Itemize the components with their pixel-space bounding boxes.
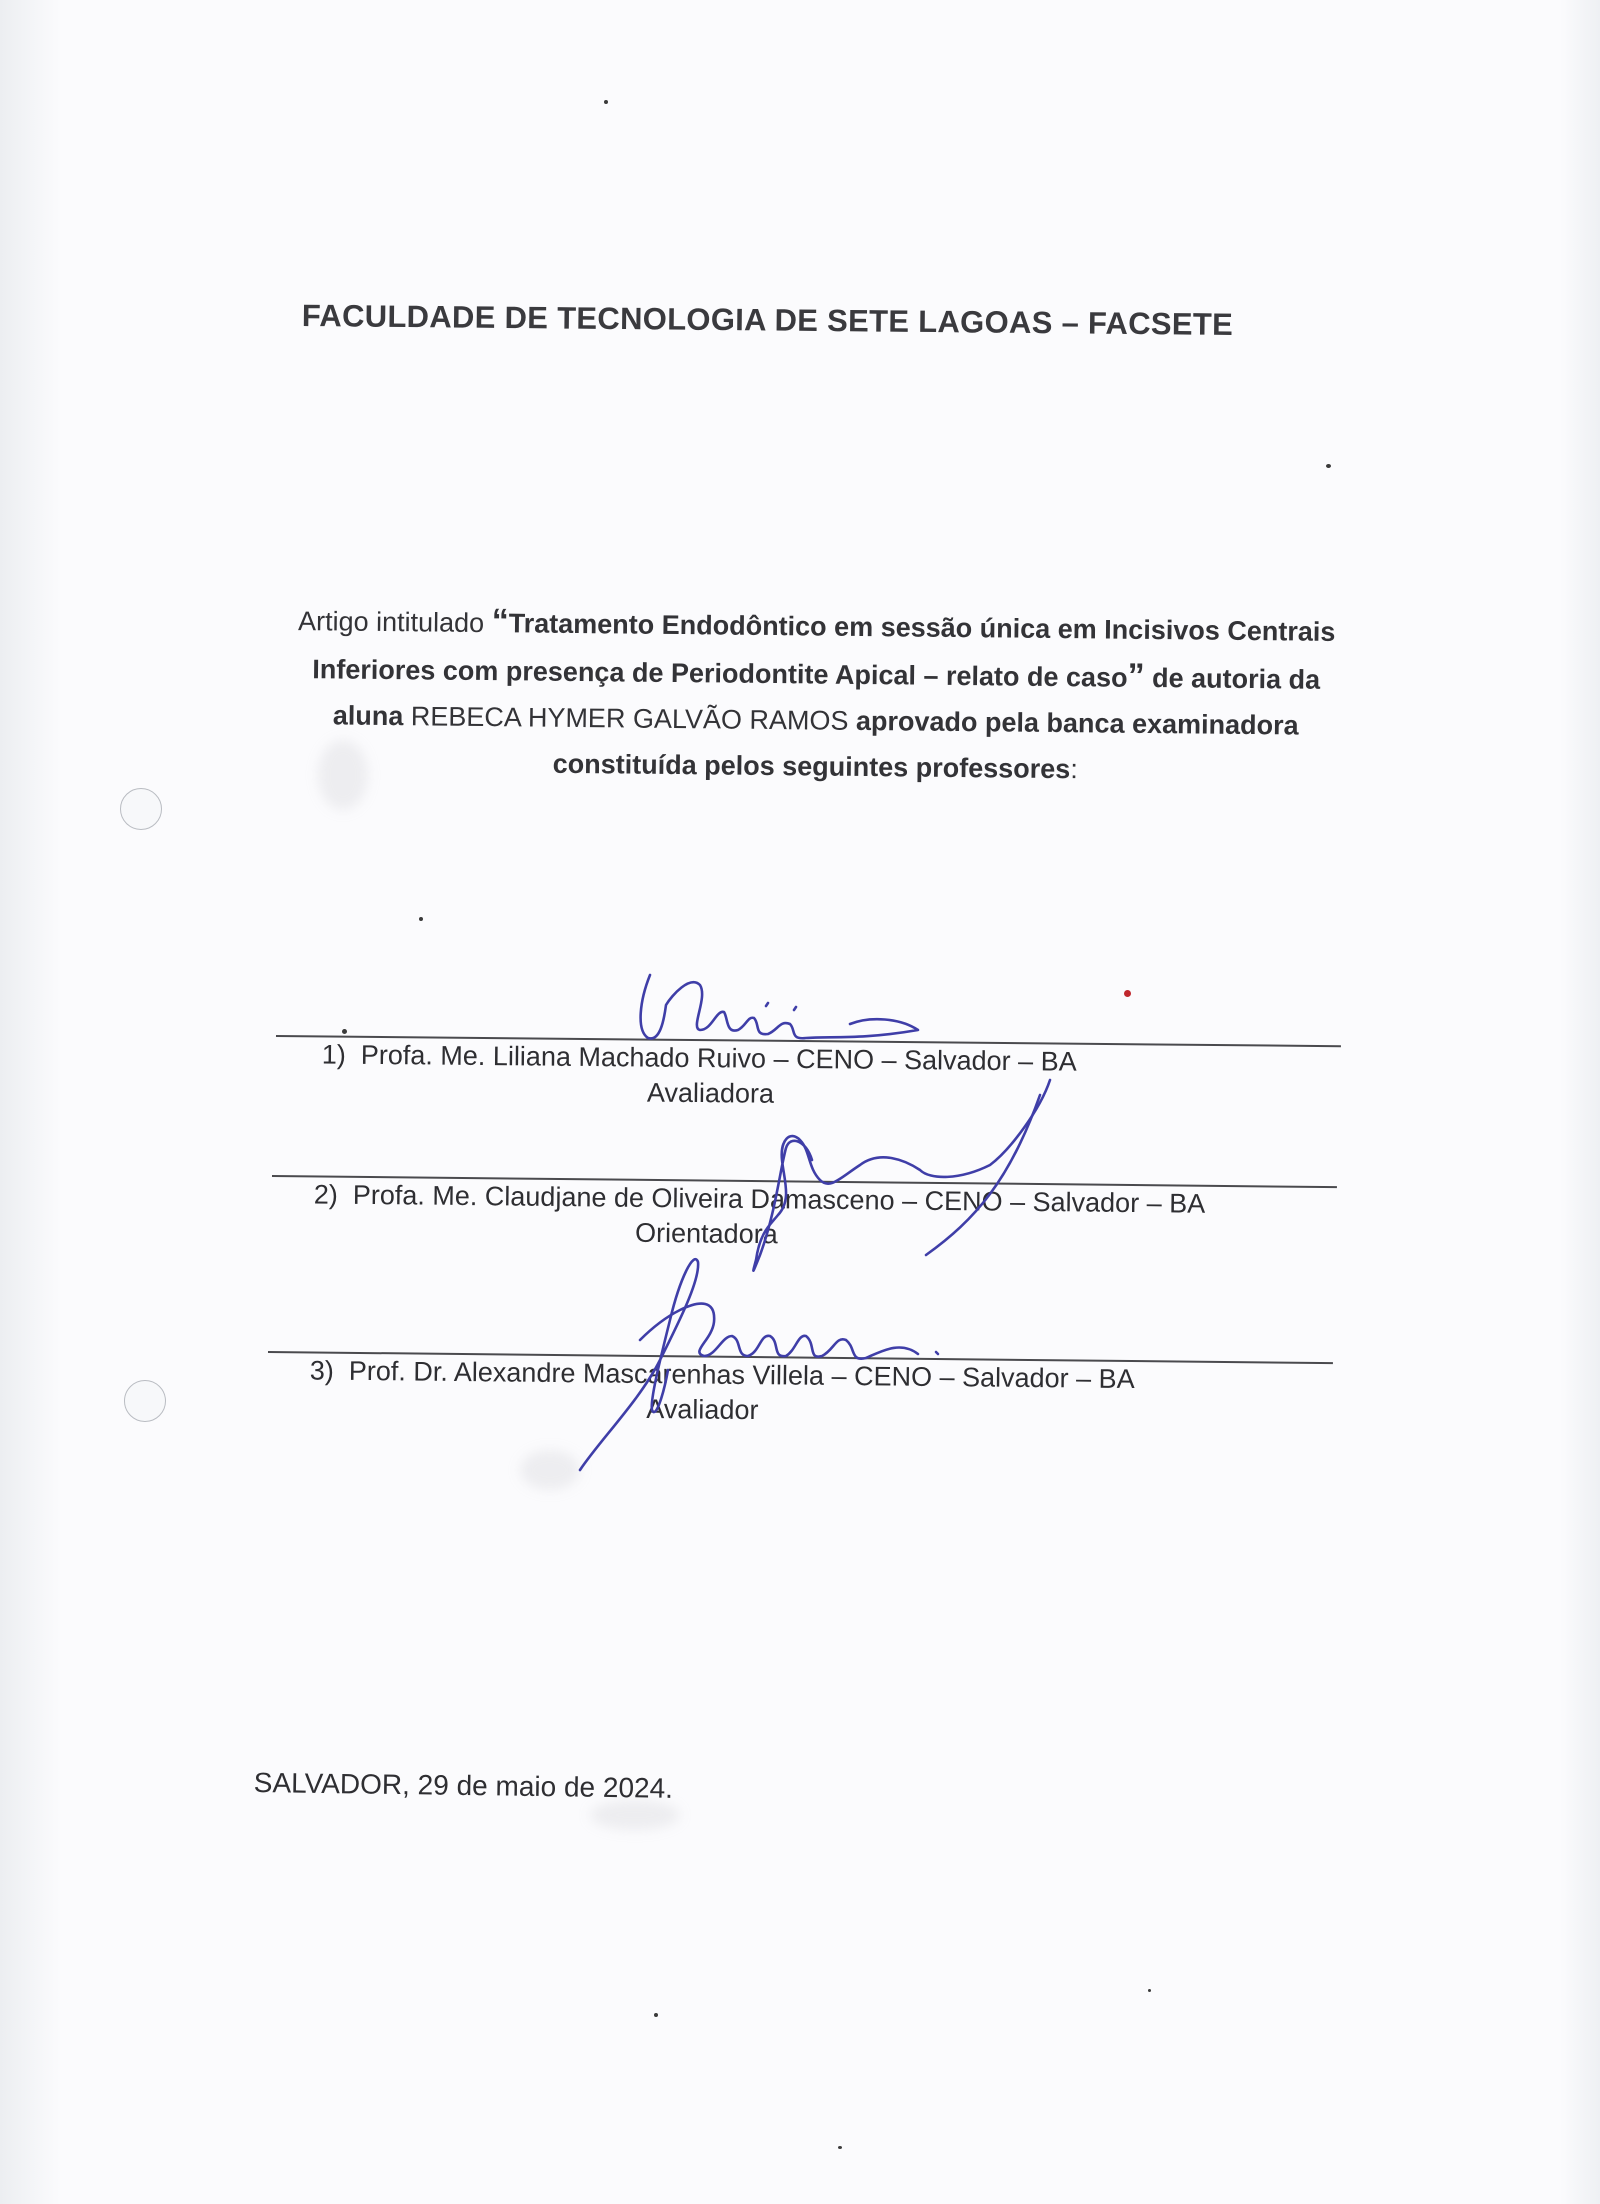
committee-member-3 <box>267 1351 1338 1432</box>
article-title: Tratamento Endodôntico em sessão única em Incisivos Centrais Inferiores com presença de Periodontite Apical – relato de caso <box>312 608 1336 693</box>
colon: : <box>1070 754 1078 785</box>
member-name: Prof. Dr. Alexandre Mascarenhas Villela – CENO – Salvador – BA <box>348 1355 1135 1395</box>
paper-speck <box>604 100 608 104</box>
paper-stain <box>520 1450 580 1490</box>
institution-title: FACULDADE DE TECNOLOGIA DE SETE LAGOAS – FACSETE <box>301 298 1234 342</box>
article-of: de <box>1144 662 1184 694</box>
paper-speck <box>342 1029 347 1034</box>
member-role: Orientadora <box>634 1217 778 1250</box>
signature-3-stroke <box>936 1352 938 1354</box>
punch-hole <box>120 788 162 830</box>
open-quote: “ <box>491 602 509 641</box>
paper-speck <box>838 2146 842 2149</box>
paper-speck <box>419 917 423 921</box>
member-role: Avaliadora <box>646 1077 775 1109</box>
authorship-label: autoria da aluna <box>332 663 1321 732</box>
member-role: Avaliador <box>646 1393 759 1426</box>
article-approval-statement <box>290 596 1342 795</box>
member-number: 3) <box>309 1355 334 1386</box>
paper-speck <box>1124 990 1131 997</box>
member-name: Profa. Me. Liliana Machado Ruivo – CENO – Salvador – BA <box>360 1039 1077 1077</box>
signature-1-stroke <box>641 975 918 1038</box>
close-quote: ” <box>1127 656 1145 695</box>
paper-speck <box>1326 464 1331 468</box>
signature-1-stroke <box>766 1003 796 1010</box>
punch-hole <box>124 1380 166 1422</box>
approval-text: aprovado pela banca examinadora constituída pelos seguintes professores <box>552 705 1299 785</box>
committee-member-1 <box>275 1035 1346 1115</box>
student-name: REBECA HYMER GALVÃO RAMOS <box>410 701 849 736</box>
signature-3-stroke <box>640 1304 918 1359</box>
article-intro: Artigo intitulado <box>297 606 492 639</box>
member-number: 2) <box>313 1179 338 1210</box>
member-name: Profa. Me. Claudjane de Oliveira Damasceno – CENO – Salvador – BA <box>352 1179 1206 1219</box>
paper-speck <box>1148 1989 1151 1992</box>
member-number: 1) <box>321 1039 346 1070</box>
committee-member-2 <box>271 1175 1342 1256</box>
place-and-date: SALVADOR, 29 de maio de 2024. <box>253 1767 674 1804</box>
paper-speck <box>654 2013 658 2017</box>
